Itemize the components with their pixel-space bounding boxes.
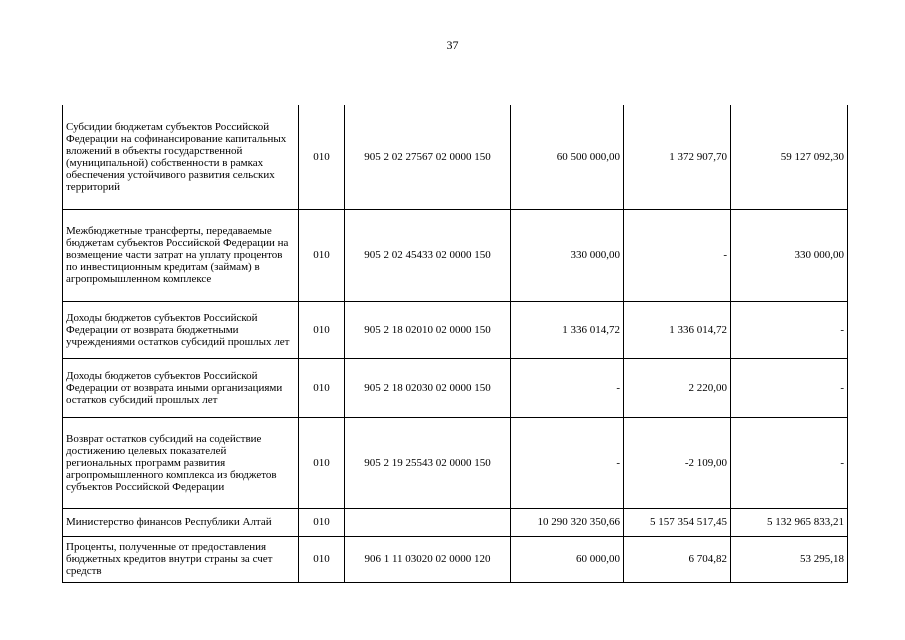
row-unexecuted: -	[731, 358, 848, 417]
row-executed: 5 157 354 517,45	[624, 508, 731, 536]
table-row	[63, 417, 848, 508]
row-name: Субсидии бюджетам субъектов Российской Федерации на софинансирование капитальных вложений в объекты государственной (муниципальной) собственности в рамках обеспечения устойчивого развития сельских территорий	[63, 105, 299, 209]
row-name: Доходы бюджетов субъектов Российской Федерации от возврата иными организациями остатков субсидий прошлых лет	[63, 358, 299, 417]
row-name: Межбюджетные трансферты, передаваемые бюджетам субъектов Российской Федерации на возмещение части затрат на уплату процентов по инвестиционным кредитам (займам) в агропромышленном комплексе	[63, 209, 299, 301]
row-executed: 1 372 907,70	[624, 105, 731, 209]
table-row	[63, 105, 848, 209]
row-code: 010	[299, 209, 345, 301]
row-code: 010	[299, 301, 345, 358]
table-row	[63, 536, 848, 582]
row-name: Проценты, полученные от предоставления бюджетных кредитов внутри страны за счет средств	[63, 536, 299, 582]
row-approved: -	[511, 358, 624, 417]
row-executed: 1 336 014,72	[624, 301, 731, 358]
row-approved: 60 500 000,00	[511, 105, 624, 209]
page-number: 37	[446, 38, 459, 52]
row-unexecuted: -	[731, 417, 848, 508]
row-executed: 2 220,00	[624, 358, 731, 417]
row-executed: -	[624, 209, 731, 301]
row-approved: 330 000,00	[511, 209, 624, 301]
row-code: 010	[299, 536, 345, 582]
row-code: 010	[299, 358, 345, 417]
row-code: 010	[299, 417, 345, 508]
row-name: Возврат остатков субсидий на содействие достижению целевых показателей региональных программ развития агропромышленного комплекса из бюджетов субъектов Российской Федерации	[63, 417, 299, 508]
row-name: Министерство финансов Республики Алтай	[63, 508, 299, 536]
table-row	[63, 209, 848, 301]
row-executed: 6 704,82	[624, 536, 731, 582]
row-kbk	[345, 508, 511, 536]
row-unexecuted: 330 000,00	[731, 209, 848, 301]
table-row	[63, 358, 848, 417]
row-unexecuted: -	[731, 301, 848, 358]
row-approved: 10 290 320 350,66	[511, 508, 624, 536]
row-unexecuted: 53 295,18	[731, 536, 848, 582]
row-kbk: 905 2 18 02010 02 0000 150	[345, 301, 511, 358]
table-row	[63, 301, 848, 358]
table-row	[63, 508, 848, 536]
budget-table	[62, 105, 848, 583]
row-unexecuted: 59 127 092,30	[731, 105, 848, 209]
row-executed: -2 109,00	[624, 417, 731, 508]
row-kbk: 905 2 02 45433 02 0000 150	[345, 209, 511, 301]
row-approved: 1 336 014,72	[511, 301, 624, 358]
row-approved: -	[511, 417, 624, 508]
row-approved: 60 000,00	[511, 536, 624, 582]
row-name: Доходы бюджетов субъектов Российской Федерации от возврата бюджетными учреждениями остатков субсидий прошлых лет	[63, 301, 299, 358]
row-code: 010	[299, 105, 345, 209]
row-unexecuted: 5 132 965 833,21	[731, 508, 848, 536]
row-kbk: 905 2 02 27567 02 0000 150	[345, 105, 511, 209]
row-kbk: 905 2 18 02030 02 0000 150	[345, 358, 511, 417]
row-kbk: 906 1 11 03020 02 0000 120	[345, 536, 511, 582]
row-kbk: 905 2 19 25543 02 0000 150	[345, 417, 511, 508]
row-code: 010	[299, 508, 345, 536]
